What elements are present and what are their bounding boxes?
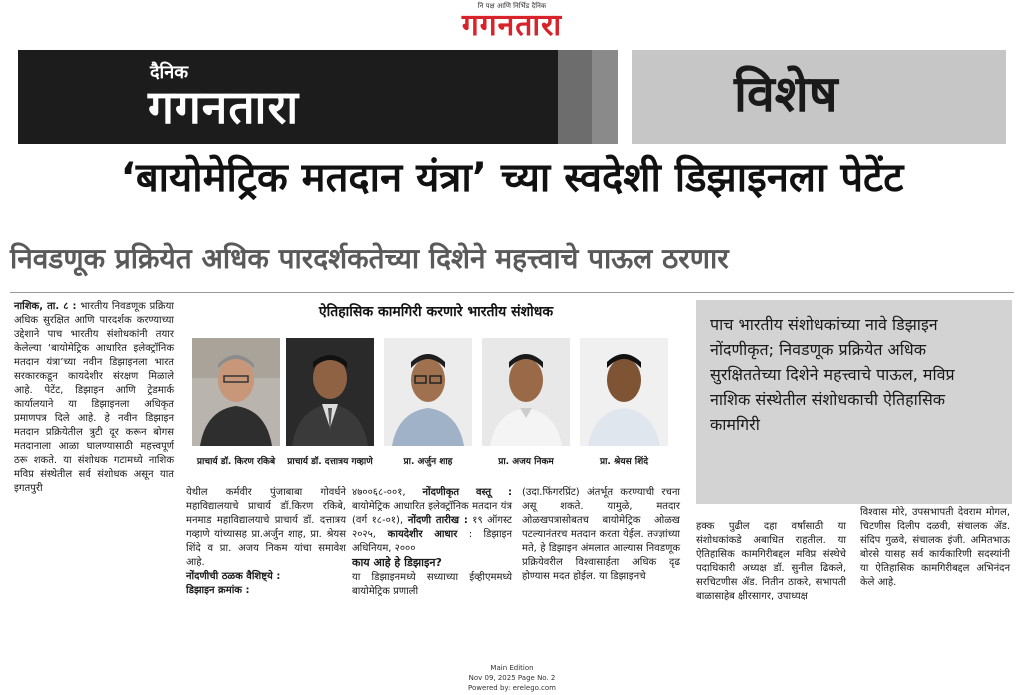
section-title: विशेष — [734, 65, 838, 123]
footer-date-page: Nov 09, 2025 Page No. 2 — [468, 674, 556, 682]
registration-features-heading: नोंदणीची ठळक वैशिष्ट्ये : — [186, 571, 281, 582]
masthead-logo: गगनतारा — [461, 8, 563, 43]
design-number-label: डिझाइन क्रमांक : — [186, 585, 250, 596]
article-column-2 — [186, 486, 346, 598]
highlight-text: पाच भारतीय संशोधकांच्या नावे डिझाइन नोंदणीकृत; निवडणूक प्रक्रियेत अधिक सुरक्षिततेच्या दिशेने महत्त्वाचे पाऊल, मविप्र नाशिक संस्थेतील संशोधकाची ऐतिहासिक कामगिरी — [710, 315, 955, 434]
photo-kiran-rakibe — [192, 338, 280, 446]
what-is-design-heading: काय आहे हे डिझाइन? — [352, 556, 442, 569]
dateline: नाशिक, ता. ८ : — [14, 301, 77, 312]
subheadline: निवडणूक प्रक्रियेत अधिक पारदर्शकतेच्या दिशेने महत्त्वाचे पाऊल ठरणार — [10, 242, 729, 275]
column-2-text: येथील कर्मवीर पुंजाबाबा गोवर्धने महाविद्यालयाचे प्राचार्य डॉ.किरण रकिबे, मनमाड महाविद्यालयाचे प्राचार्य डॉ. दत्तात्रय गव्हाणे यांच्यासह प्रा.अर्जुन शाह, प्रा. श्रेयस शिंदे व प्रा. अजय निकम यांचा समावेश आहे. — [186, 487, 346, 568]
photo-dattatray-gavhane — [286, 338, 374, 446]
article-column-3 — [352, 486, 512, 599]
column-1-text: भारतीय निवडणूक प्रक्रिया अधिक सुरक्षित आणि पारदर्शक करण्याच्या उद्देशाने पाच भारतीय संशोधकांनी तयार केलेल्या ‘बायोमेट्रिक आधारित इलेक्ट्रॉनिक मतदान यंत्रा’च्या नवीन डिझाइनला भारत सरकारकडून कायदेशीर संरक्षण मिळाले आहे. पेटेंट, डिझाइन आणि ट्रेडमार्क कार्यालयाने या डिझाइनला अधिकृत प्रमाणपत्र दिले आहे. हे नवीन डिझाइन मतदान प्रक्रियेतील त्रुटी दूर करून बोगस मतदानाला आळा घालण्यासाठी महत्त्वपूर्ण ठरू शकते. या संशोधक गटामध्ये नाशिक मविप्र संस्थेतील सर्व संशोधक असून यात इगतपुरी — [14, 301, 174, 494]
article-column-6: विश्वास मोरे, उपसभापती देवराम मोगल, चिटणीस दिलीप दळवी, संचालक ॲड. संदिप गुळवे, संचालक इंजी. अमितभाऊ बोरसे यासह सर्व कार्यकारिणी सदस्यांनी या ऐतिहासिक कामगिरीबद्दल अभिनंदन केले आहे. — [860, 507, 1010, 588]
legal-basis-value: : डिझाइन अधिनियम, २००० — [352, 529, 513, 554]
registration-date-value: १९ ऑगस्ट २०२५, — [352, 515, 512, 540]
masthead-tagline: नि पक्ष आणि निर्भिड दैनिक — [477, 2, 547, 10]
caption-shreyas-shinde: प्रा. श्रेयस शिंदे — [599, 457, 649, 467]
article-column-4: (उदा.फिंगरप्रिंट) अंतर्भूत करण्याची रचना असू शकते. यामुळे, मतदार ओळखपत्रासोबतच बायोमेट्रिक ओळख पटल्यानंतरच मतदान करता येईल. तज्ज्ञांच्या मते, हे डिझाइन अंमलात आल्यास निवडणूक प्रक्रियेवरील विश्वासार्हता अधिक दृढ होण्यास मदत होईल. या डिझाइनचे — [522, 487, 680, 582]
legal-basis-label: कायदेशीर आधार — [375, 529, 458, 540]
banner-stripe-dark — [558, 50, 592, 144]
banner-left — [18, 50, 558, 144]
caption-arjun-shah: प्रा. अर्जुन शाह — [403, 457, 453, 467]
design-number-value: ४७००६८-००१, — [352, 487, 406, 498]
registered-item-label: नोंदणीकृत वस्तू : — [405, 487, 512, 498]
headline: ‘बायोमेट्रिक मतदान यंत्रा’ च्या स्वदेशी डिझाइनला पेटेंट — [120, 155, 904, 201]
footer-edition: Main Edition — [490, 664, 534, 672]
article-column-5: हक्क पुढील दहा वर्षांसाठी या संशोधकांकडे अबाधित राहतील. या ऐतिहासिक कामगिरीबद्दल मविप्र संस्थेचे पदाधिकारी अध्यक्ष डॉ. सुनील ढिकले, सरचिटणीस ॲड. नितीन ठाकरे, सभापती बाळासाहेब क्षीरसागर, उपाध्यक्ष — [696, 521, 846, 602]
photos-title: ऐतिहासिक कामगिरी करणारे भारतीय संशोधक — [318, 304, 554, 320]
photo-shreyas-shinde — [580, 338, 668, 446]
caption-kiran-rakibe: प्राचार्य डॉ. किरण रकिबे — [196, 457, 276, 467]
caption-dattatray-gavhane: प्राचार्य डॉ. दत्तात्रय गव्हाणे — [287, 457, 373, 467]
divider — [10, 292, 1014, 293]
column-3-text: या डिझाइनमध्ये सध्याच्या ईव्हीएममध्ये बायोमेट्रिक प्रणाली — [352, 572, 512, 597]
banner-small-title: दैनिक — [150, 62, 189, 83]
banner-stripe-mid — [592, 50, 618, 144]
photo-arjun-shah — [384, 338, 472, 446]
highlight-box — [696, 300, 1012, 504]
article-column-1 — [14, 300, 174, 496]
banner-big-title: गगनतारा — [148, 80, 300, 134]
caption-ajay-nikam: प्रा. अजय निकम — [498, 457, 554, 467]
footer-powered: Powered by: erelego.com — [467, 684, 556, 692]
banner-section — [632, 50, 1006, 144]
banner-stripe-gap — [618, 50, 632, 144]
registered-item-value: बायोमेट्रिक आधारित इलेक्ट्रॉनिक मतदान यंत्र (वर्ग १८-०१), — [352, 501, 512, 526]
registration-date-label: नोंदणी तारीख : — [403, 515, 468, 526]
photo-ajay-nikam — [482, 338, 570, 446]
